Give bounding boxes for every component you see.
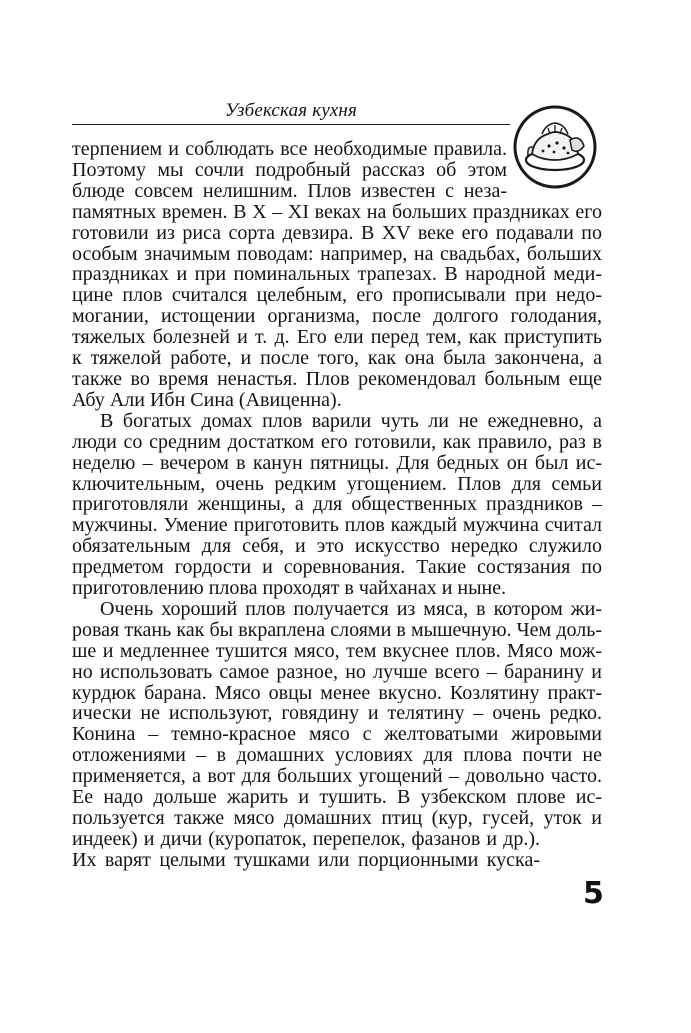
text-line: могании, истощении организма, после долгого голодания, xyxy=(72,306,602,328)
text-line: отложениями – в домашних условиях для плова почти не xyxy=(72,745,602,767)
text-line: но использовать самое разное, но лучше всего – баранину и xyxy=(72,661,602,683)
text-line: Ее надо дольше жарить и тушить. В узбекском плове ис- xyxy=(72,787,602,808)
text-line: ически не используют, говядину и телятину – очень редко. xyxy=(72,703,602,725)
text-line: приготовляли женщины, а для общественных праздников – xyxy=(72,494,602,516)
text-line: обязательным для себя, и это искусство нередко служило xyxy=(72,536,602,558)
text-line: Абу Али Ибн Сина (Авиценна). xyxy=(72,389,342,411)
text-line: ключительным, очень редким угощением. Плов для семьи xyxy=(72,473,602,495)
text-line: к тяжелой работе, и после того, как она была закончена, а xyxy=(72,348,602,369)
text-line: Их варят целыми тушками или порционными куска- xyxy=(72,849,540,871)
text-line: пользуется также мясо домашних птиц (кур, гусей, уток и xyxy=(72,808,602,829)
page-number: 5 xyxy=(583,876,604,911)
text-line: индеек) и дичи (куропаток, перепелок, фазанов и др.). xyxy=(72,828,540,850)
text-line: Очень хороший плов получается из мяса, в котором жи- xyxy=(100,598,602,620)
text-line: готовили из риса сорта девзира. В XV веке его подавали по xyxy=(72,222,602,244)
text-line: Конина – темно-красное мясо с желтоватыми жировыми xyxy=(72,724,602,746)
text-line: приготовлению плова проходят в чайханах и ныне. xyxy=(72,578,507,599)
running-header xyxy=(72,98,510,125)
paragraph xyxy=(72,599,602,871)
text-line: блюде совсем нелишним. Плов известен с неза- xyxy=(72,180,507,202)
text-line: люди со средним достатком его готовили, как правило, раз в xyxy=(72,431,602,453)
text-line: терпением и соблюдать все необходимые правила. xyxy=(72,139,507,160)
text-line: праздниках и при поминальных трапезах. В народной меди- xyxy=(72,264,602,286)
text-line: ровая ткань как бы вкраплена слоями в мышечную. Чем доль- xyxy=(72,619,602,641)
text-line: особым значимым поводам: например, на свадьбах, больших xyxy=(72,243,602,265)
body-text xyxy=(72,139,602,871)
text-line: предметом гордости и соревнования. Такие состязания по xyxy=(72,557,602,579)
text-line: неделю – вечером в канун пятницы. Для бедных он был ис- xyxy=(72,452,602,474)
paragraph xyxy=(72,411,602,599)
text-line: применяется, а вот для больших угощений – довольно часто. xyxy=(72,766,602,788)
text-line: В богатых домах плов варили чуть ли не ежедневно, а xyxy=(100,410,602,432)
text-line: тяжелых болезней и т. д. Его ели перед тем, как приступить xyxy=(72,327,602,349)
text-line: цине плов считался целебным, его прописывали при недо- xyxy=(72,285,602,307)
text-line: ше и медленнее тушится мясо, тем вкуснее плов. Мясо мож- xyxy=(72,640,602,662)
text-line: курдюк барана. Мясо овцы менее вкусно. Козлятину практ- xyxy=(72,682,602,704)
paragraph xyxy=(72,139,602,411)
text-line: памятных времен. В X – XI веках на больших праздниках его xyxy=(72,201,602,223)
text-line: также во время ненастья. Плов рекомендовал больным еще xyxy=(72,368,602,390)
text-line: Поэтому мы сочли подробный рассказ об этом xyxy=(72,159,507,181)
text-line: мужчины. Умение приготовить плов каждый мужчина считал xyxy=(72,515,602,537)
running-title: Узбекская кухня xyxy=(224,100,358,121)
